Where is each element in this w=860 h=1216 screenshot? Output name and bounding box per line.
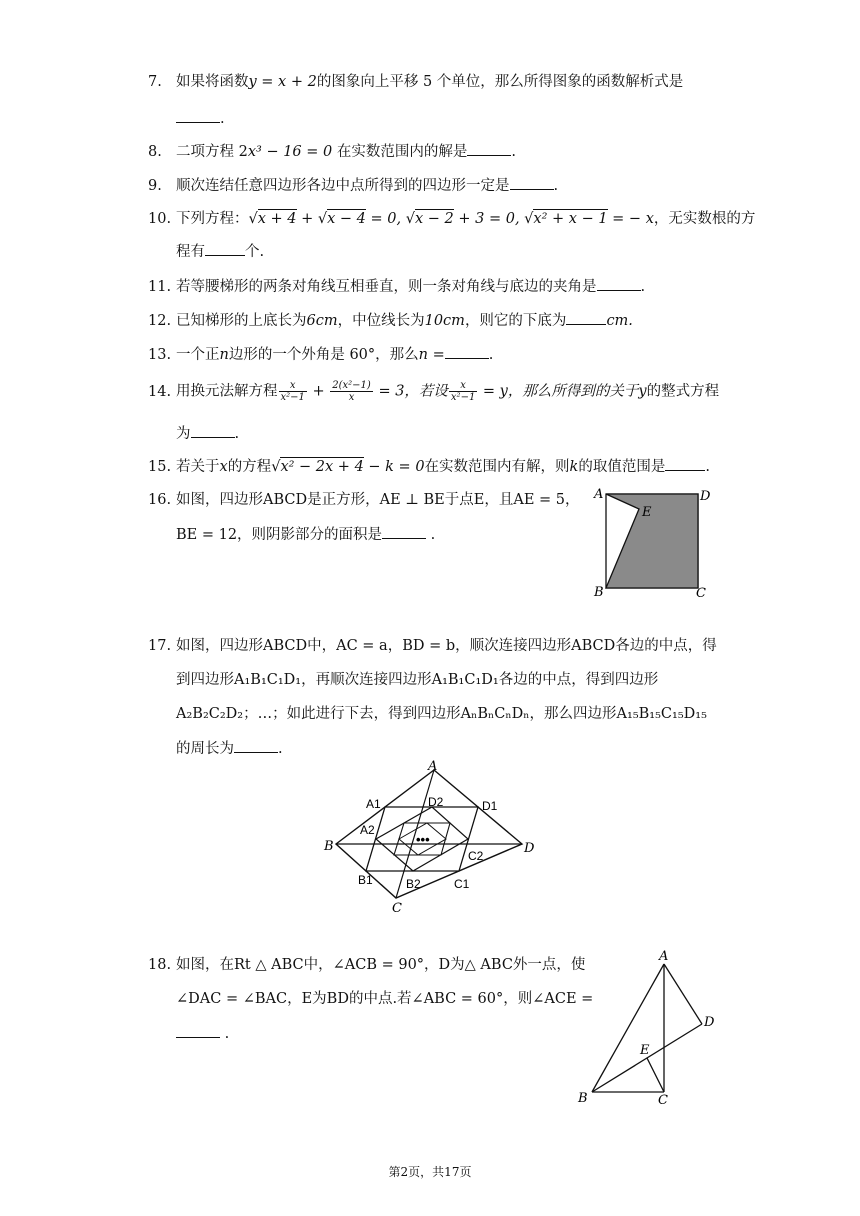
side-AB [592,964,664,1092]
answer-blank [597,276,641,291]
math-variable: x [219,459,228,475]
math-expression: = 3，若设 [378,383,448,400]
segment-CE [647,1058,664,1092]
question-text: 如图，在Rt △ ABC中，∠ACB = 90°，D为△ ABC外一点，使 [176,957,586,973]
math-expression: 10cm [424,313,465,329]
math-variable: k [569,459,579,475]
answer-blank [665,456,705,471]
label-D: D [700,489,711,504]
question-12 [148,310,633,331]
question-text: 下列方程： [176,211,249,227]
label-E: E [642,505,652,520]
math-expression: 6cm [306,313,338,329]
question-number: 11. [148,279,172,295]
math-expression: = y，那么所得到的关于 [482,383,639,400]
question-text: 用换元法解方程 [176,383,278,400]
question-16-continued [176,524,435,545]
question-text: BE = 12，则阴影部分的面积是 [176,527,383,543]
question-8 [148,141,516,162]
question-14-continued [176,423,239,444]
ellipsis-dots: ••• [416,832,430,847]
question-text: 为 [176,426,191,442]
question-text: ，中位线长为 [337,313,425,329]
question-17-line-4 [176,738,283,759]
question-text: 的方程 [227,459,272,475]
question-text: 若关于 [176,459,220,475]
punctuation: . [705,459,710,475]
question-17-line-2 [176,670,658,690]
question-text: A₂B₂C₂D₂；…；如此进行下去，得到四边形AₙBₙCₙDₙ，那么四边形A₁₅B₁₅C₁₅D₁₅ [176,706,707,722]
question-text: 二项方程 2 [176,144,248,160]
question-13 [148,344,493,365]
answer-blank [176,1023,220,1038]
punctuation: . [234,426,240,442]
figure-17-nested-quadrilaterals [322,760,544,916]
question-text: 顺次连结任意四边形各边中点所得到的四边形一定是 [176,178,510,194]
question-text: 的周长为 [176,741,234,757]
figure-16-square [588,484,712,600]
math-expression: n = [418,347,445,363]
label-B: B [578,1091,588,1106]
question-text: 的图象向上平移 5 个单位，那么所得图象的函数解析式是 [316,74,684,90]
answer-blank [205,241,245,256]
math-variable: n [219,347,229,363]
punctuation: . [426,527,436,543]
question-text: 在实数范围内有解，则 [424,459,570,475]
question-text: 程有 [176,244,205,260]
label-D: D [524,841,535,856]
question-text: 边形的一个外角是 60°，那么 [228,347,419,363]
label-C: C [658,1093,668,1108]
answer-blank-line [176,108,225,129]
punctuation: . [220,111,225,127]
shaded-region [606,494,698,588]
question-number: 15. [148,459,172,475]
question-text: 一个正 [176,347,220,363]
punctuation: . [224,1026,230,1042]
question-16 [148,490,580,510]
question-10 [148,209,755,229]
label-A2: A2 [360,823,375,837]
question-number: 13. [148,347,172,363]
figure-18-triangle [574,948,724,1110]
question-17-line-3 [176,704,707,724]
label-C2: C2 [468,849,484,863]
question-number: 7. [148,74,162,90]
question-text: ，无实数根的方 [653,211,756,227]
math-expression: y = x + 2 [248,74,317,90]
question-text: 如图，四边形ABCD中，AC = a，BD = b，顺次连接四边形ABCD各边的中点，得 [176,638,717,654]
label-A: A [594,487,604,502]
radical-expression: √x² − 2x + 4 [271,459,364,475]
fraction: $\frac{x}{\text{x²−1}}$ [450,380,476,403]
question-number: 10. [148,211,172,227]
label-C: C [696,586,706,600]
question-number: 12. [148,313,172,329]
page-footer: 第2页，共17页 [388,1165,472,1179]
question-text: ，则它的下底为 [464,313,567,329]
label-D: D [704,1015,715,1030]
label-D1: D1 [482,799,498,813]
question-text: 如果将函数 [176,74,249,90]
answer-blank [445,344,489,359]
math-expression: x³ − 16 = 0 [247,144,333,160]
question-15 [148,456,710,477]
question-18-blank-line [176,1023,229,1044]
math-expression: − k = 0 [368,459,425,475]
question-7 [148,72,683,92]
question-number: 8. [148,144,162,160]
punctuation: . [640,279,646,295]
answer-blank [467,141,511,156]
label-B2: B2 [406,877,421,891]
unit: cm. [606,313,633,329]
label-A: A [659,949,669,964]
question-text: 的整式方程 [646,383,720,400]
question-number: 17. [148,638,172,654]
question-text: 若等腰梯形的两条对角线互相垂直，则一条对角线与底边的夹角是 [176,279,597,295]
answer-blank [234,738,278,753]
question-text: 个. [245,244,265,260]
label-E: E [640,1043,650,1058]
punctuation: . [553,178,559,194]
label-B1: B1 [358,873,373,887]
punctuation: . [278,741,283,757]
question-text: 如图，四边形ABCD是正方形，AE ⊥ BE于点E，且AE = 5， [176,492,580,508]
question-text: 的取值范围是 [578,459,666,475]
segment-AD [664,964,702,1024]
question-11 [148,276,645,297]
fraction: $\frac{x}{\text{x²−1}}$ [280,380,305,403]
question-17 [148,636,717,656]
label-A: A [428,760,438,774]
question-number: 14. [148,383,172,400]
answer-blank [191,423,235,438]
label-C1: C1 [454,877,470,891]
answer-blank [176,108,220,123]
question-text: ∠DAC = ∠BAC，E为BD的中点.若∠ABC = 60°，则∠ACE = [176,991,594,1007]
question-18-continued [176,989,593,1009]
punctuation: . [488,347,494,363]
question-18 [148,955,585,975]
question-text: 在实数范围内的解是 [336,144,468,160]
question-number: 16. [148,492,172,508]
punctuation: . [511,144,516,160]
label-B: B [324,839,334,854]
question-text: 到四边形A₁B₁C₁D₁，再顺次连接四边形A₁B₁C₁D₁各边的中点，得到四边形 [176,672,659,688]
label-B: B [594,585,604,600]
answer-blank [510,175,554,190]
label-D2: D2 [428,795,444,809]
question-number: 18. [148,957,172,973]
question-number: 9. [148,178,162,194]
label-A1: A1 [366,797,381,811]
question-9 [148,175,558,196]
question-10-continued [176,241,264,262]
math-variable: y [638,383,647,400]
answer-blank [382,524,426,539]
equation-list: √x + 4 + √x − 4 = 0, √x − 2 + 3 = 0, √x² + x − 1 = − x [248,211,654,227]
answer-blank [566,310,606,325]
question-14: 14. 用换元法解方程 $\frac{x}{\text{x²−1}}$ + $\frac{\text{2(x²−1)}}{x}$ = 3，若设 $\frac{x}{\text{x²−1}}$ = y，那么所得到的关于y的整式方程 [148,380,720,403]
label-C: C [392,901,402,916]
fraction: $\frac{\text{2(x²−1)}}{x}$ [332,380,371,403]
question-text: 已知梯形的上底长为 [176,313,307,329]
